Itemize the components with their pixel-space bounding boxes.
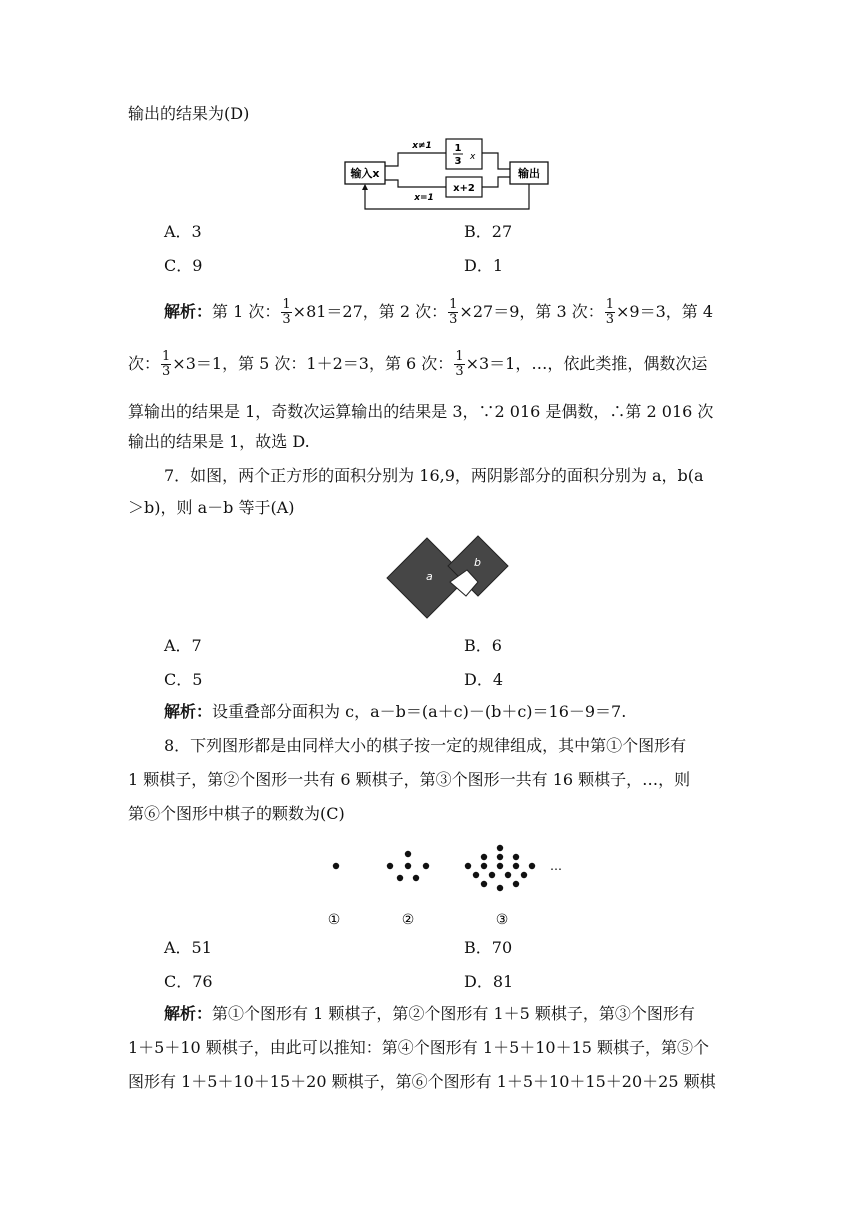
q6-solution-line-2 <box>128 350 732 379</box>
q7-solution <box>164 702 732 722</box>
q6-solution-line-3: 算输出的结果是 1，奇数次运算输出的结果是 3，∵2 016 是偶数，∴第 2 016 次 <box>128 402 714 421</box>
flow-top-op-num: 1 <box>454 143 462 154</box>
pattern-2 <box>387 851 429 881</box>
pattern-label-2: ② <box>401 912 415 928</box>
sol-text: ×3＝1，…，依此类推，偶数次运 <box>465 354 708 373</box>
fraction-one-third: $\frac{1}{3}$ <box>605 297 615 327</box>
flow-feedback-arrow <box>362 184 368 190</box>
flow-branch-top-out <box>482 153 510 169</box>
fraction-one-third: $\frac{1}{3}$ <box>282 297 291 327</box>
fraction-one-third: $\frac{1}{3}$ <box>455 349 464 379</box>
fraction-one-third: $\frac{1}{3}$ <box>162 349 171 379</box>
label-a: a <box>426 570 433 583</box>
flow-branch-bottom-out <box>482 177 510 187</box>
q6-option-c: C．9 <box>164 256 203 275</box>
q8-stem-line-1: 8．下列图形都是由同样大小的棋子按一定的规律组成，其中第①个图形有 <box>164 736 687 755</box>
q7-option-a: A．7 <box>164 636 202 655</box>
q8-stem-line-2: 1 颗棋子，第②个图形一共有 6 颗棋子，第③个图形一共有 16 颗棋子，…，则 <box>128 770 691 789</box>
pattern-1 <box>333 863 339 869</box>
overlapping-squares-figure <box>386 528 512 630</box>
q6-solution-line-1 <box>164 298 732 327</box>
flow-branch-bottom-in <box>385 180 446 187</box>
pattern-label-3: ③ <box>495 912 509 928</box>
q7-stem-line-1: 7．如图，两个正方形的面积分别为 16,9，两阴影部分的面积分别为 a，b(a <box>164 466 704 485</box>
solution-label: 解析： <box>164 1004 213 1023</box>
q8-option-b: B．70 <box>464 938 513 957</box>
q8-option-a: A．51 <box>164 938 212 957</box>
sol-text: ×27＝9，第 3 次： <box>459 302 604 321</box>
solution-label: 解析： <box>164 702 213 721</box>
sol-text: 次： <box>128 354 161 373</box>
q6-option-d: D．1 <box>464 256 504 275</box>
sol-text: ×81＝27，第 2 次： <box>292 302 448 321</box>
flow-branch-top-in <box>385 153 446 166</box>
q8-solution-line-2: 1＋5＋10 颗棋子，由此可以推知：第④个图形有 1＋5＋10＋15 颗棋子，第⑤个 <box>128 1038 710 1057</box>
flow-output-label: 输出 <box>518 167 540 180</box>
sol-text: ×3＝1，第 5 次：1＋2＝3，第 6 次： <box>172 354 454 373</box>
q7-stem-line-2: ＞b)，则 a－b 等于(A) <box>128 498 295 517</box>
q8-solution-line-3: 图形有 1＋5＋10＋15＋20 颗棋子，第⑥个图形有 1＋5＋10＋15＋20＋25 颗棋 <box>128 1072 716 1091</box>
pattern-label-1: ① <box>327 912 341 928</box>
flow-input-label: 输入x <box>350 167 380 180</box>
q6-stem-tail: 输出的结果为(D) <box>128 104 250 123</box>
q8-option-d: D．81 <box>464 972 514 991</box>
flowchart-figure <box>340 136 555 214</box>
chess-pieces-figure <box>320 844 580 934</box>
q6-solution-line-4: 输出的结果是 1，故选 D. <box>128 432 310 451</box>
q6-option-a: A．3 <box>164 222 202 241</box>
flow-bottom-op-label: x+2 <box>453 183 475 194</box>
q6-option-b: B．27 <box>464 222 513 241</box>
ellipsis: … <box>550 859 562 873</box>
q8-solution-line-1 <box>164 1004 732 1024</box>
sol-text: 第 1 次： <box>212 302 281 321</box>
fraction-one-third: $\frac{1}{3}$ <box>449 297 458 327</box>
sol-text: 设重叠部分面积为 c，a－b＝(a＋c)－(b＋c)＝16－9＝7. <box>212 702 627 721</box>
flow-top-op-den: 3 <box>454 156 462 167</box>
q8-stem-line-3: 第⑥个图形中棋子的颗数为(C) <box>128 804 345 823</box>
q8-option-c: C．76 <box>164 972 213 991</box>
label-b: b <box>474 556 481 569</box>
flow-top-op-box <box>446 139 482 169</box>
q7-option-b: B．6 <box>464 636 502 655</box>
flow-bottom-condition: x=1 <box>414 193 434 203</box>
flow-top-op-var: x <box>470 152 476 162</box>
flow-top-condition: x≠1 <box>412 141 432 151</box>
sol-text: 第①个图形有 1 颗棋子，第②个图形有 1＋5 颗棋子，第③个图形有 <box>212 1004 695 1023</box>
pattern-3 <box>465 845 535 891</box>
sol-text: ×9＝3，第 4 <box>616 302 714 321</box>
q7-option-c: C．5 <box>164 670 203 689</box>
solution-label: 解析： <box>164 302 213 321</box>
q7-option-d: D．4 <box>464 670 504 689</box>
